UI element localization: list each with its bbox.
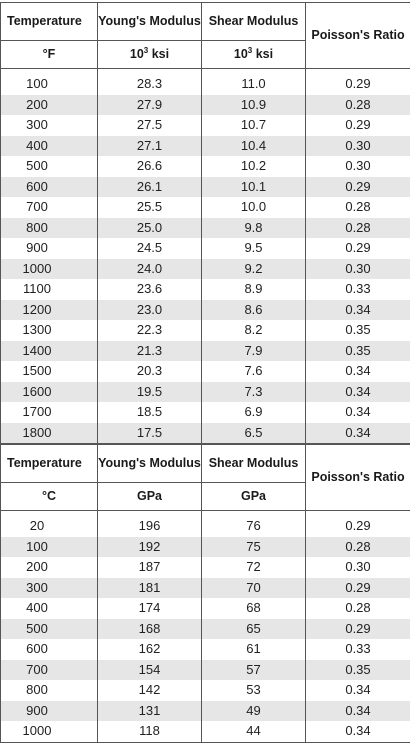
cell-temperature: 300 bbox=[1, 115, 98, 136]
cell-poissons-ratio: 0.28 bbox=[306, 218, 410, 239]
cell-poissons-ratio: 0.29 bbox=[306, 619, 410, 640]
table-row bbox=[1, 701, 410, 722]
cell-youngs-modulus: 27.9 bbox=[98, 95, 202, 116]
cell-temperature: 1700 bbox=[1, 402, 98, 423]
cell-youngs-modulus: 174 bbox=[98, 598, 202, 619]
cell-shear-modulus: 10.7 bbox=[202, 115, 306, 136]
cell-poissons-ratio: 0.30 bbox=[306, 136, 410, 157]
cell-poissons-ratio: 0.28 bbox=[306, 197, 410, 218]
cell-poissons-ratio: 0.29 bbox=[306, 578, 410, 599]
cell-shear-modulus: 75 bbox=[202, 537, 306, 558]
table-row bbox=[1, 320, 410, 341]
cell-poissons-ratio: 0.33 bbox=[306, 279, 410, 300]
table-row bbox=[1, 402, 410, 423]
table-row bbox=[1, 238, 410, 259]
table-row bbox=[1, 619, 410, 640]
cell-shear-modulus: 7.6 bbox=[202, 361, 306, 382]
metric-properties-table bbox=[0, 444, 410, 743]
cell-youngs-modulus: 192 bbox=[98, 537, 202, 558]
cell-poissons-ratio: 0.29 bbox=[306, 115, 410, 136]
cell-temperature: 200 bbox=[1, 95, 98, 116]
cell-temperature: 900 bbox=[1, 701, 98, 722]
cell-shear-modulus: 7.3 bbox=[202, 382, 306, 403]
header-temperature-unit: °F bbox=[1, 41, 98, 69]
cell-youngs-modulus: 17.5 bbox=[98, 423, 202, 444]
cell-shear-modulus: 9.2 bbox=[202, 259, 306, 280]
table-row bbox=[1, 279, 410, 300]
cell-temperature: 200 bbox=[1, 557, 98, 578]
cell-shear-modulus: 53 bbox=[202, 680, 306, 701]
cell-youngs-modulus: 25.0 bbox=[98, 218, 202, 239]
cell-shear-modulus: 9.5 bbox=[202, 238, 306, 259]
cell-temperature: 800 bbox=[1, 218, 98, 239]
cell-poissons-ratio: 0.28 bbox=[306, 537, 410, 558]
cell-temperature: 500 bbox=[1, 156, 98, 177]
table-row bbox=[1, 341, 410, 362]
cell-youngs-modulus: 118 bbox=[98, 721, 202, 742]
cell-temperature: 1800 bbox=[1, 423, 98, 444]
cell-youngs-modulus: 18.5 bbox=[98, 402, 202, 423]
table-row bbox=[1, 557, 410, 578]
cell-shear-modulus: 9.8 bbox=[202, 218, 306, 239]
cell-youngs-modulus: 196 bbox=[98, 516, 202, 537]
cell-poissons-ratio: 0.33 bbox=[306, 639, 410, 660]
cell-temperature: 1600 bbox=[1, 382, 98, 403]
cell-poissons-ratio: 0.34 bbox=[306, 680, 410, 701]
cell-shear-modulus: 10.9 bbox=[202, 95, 306, 116]
table-row bbox=[1, 95, 410, 116]
cell-shear-modulus: 70 bbox=[202, 578, 306, 599]
cell-youngs-modulus: 142 bbox=[98, 680, 202, 701]
cell-youngs-modulus: 168 bbox=[98, 619, 202, 640]
table-row bbox=[1, 639, 410, 660]
table-row bbox=[1, 423, 410, 444]
table-row bbox=[1, 300, 410, 321]
cell-shear-modulus: 72 bbox=[202, 557, 306, 578]
table-row bbox=[1, 516, 410, 537]
cell-poissons-ratio: 0.30 bbox=[306, 259, 410, 280]
cell-poissons-ratio: 0.34 bbox=[306, 402, 410, 423]
cell-poissons-ratio: 0.34 bbox=[306, 382, 410, 403]
cell-shear-modulus: 10.1 bbox=[202, 177, 306, 198]
cell-poissons-ratio: 0.29 bbox=[306, 177, 410, 198]
cell-youngs-modulus: 23.0 bbox=[98, 300, 202, 321]
cell-youngs-modulus: 26.1 bbox=[98, 177, 202, 198]
cell-temperature: 600 bbox=[1, 639, 98, 660]
cell-temperature: 1400 bbox=[1, 341, 98, 362]
cell-poissons-ratio: 0.35 bbox=[306, 341, 410, 362]
header-poissons-ratio: Poisson's Ratio bbox=[306, 445, 410, 511]
cell-shear-modulus: 49 bbox=[202, 701, 306, 722]
cell-temperature: 100 bbox=[1, 537, 98, 558]
cell-shear-modulus: 10.0 bbox=[202, 197, 306, 218]
cell-poissons-ratio: 0.28 bbox=[306, 95, 410, 116]
cell-poissons-ratio: 0.34 bbox=[306, 300, 410, 321]
cell-poissons-ratio: 0.30 bbox=[306, 557, 410, 578]
cell-temperature: 300 bbox=[1, 578, 98, 599]
header-temperature: Temperature bbox=[1, 3, 98, 41]
cell-poissons-ratio: 0.34 bbox=[306, 701, 410, 722]
cell-youngs-modulus: 27.1 bbox=[98, 136, 202, 157]
cell-temperature: 400 bbox=[1, 598, 98, 619]
cell-shear-modulus: 6.5 bbox=[202, 423, 306, 444]
table-row bbox=[1, 361, 410, 382]
cell-poissons-ratio: 0.34 bbox=[306, 423, 410, 444]
table-row bbox=[1, 115, 410, 136]
header-temperature: Temperature bbox=[1, 445, 98, 483]
cell-youngs-modulus: 20.3 bbox=[98, 361, 202, 382]
cell-poissons-ratio: 0.35 bbox=[306, 320, 410, 341]
table-row bbox=[1, 578, 410, 599]
cell-shear-modulus: 10.2 bbox=[202, 156, 306, 177]
cell-youngs-modulus: 24.0 bbox=[98, 259, 202, 280]
cell-temperature: 20 bbox=[1, 516, 98, 537]
header-youngs-modulus: Young's Modulus bbox=[98, 445, 202, 483]
cell-temperature: 500 bbox=[1, 619, 98, 640]
cell-shear-modulus: 57 bbox=[202, 660, 306, 681]
header-shear-modulus: Shear Modulus bbox=[202, 3, 306, 41]
cell-poissons-ratio: 0.29 bbox=[306, 238, 410, 259]
cell-youngs-modulus: 25.5 bbox=[98, 197, 202, 218]
table-row bbox=[1, 136, 410, 157]
imperial-properties-table bbox=[0, 2, 410, 444]
cell-youngs-modulus: 187 bbox=[98, 557, 202, 578]
cell-poissons-ratio: 0.35 bbox=[306, 660, 410, 681]
header-youngs-unit: $10^3$ ksi bbox=[98, 41, 202, 69]
cell-shear-modulus: 44 bbox=[202, 721, 306, 742]
cell-temperature: 600 bbox=[1, 177, 98, 198]
table-row bbox=[1, 156, 410, 177]
table-row bbox=[1, 680, 410, 701]
table-row bbox=[1, 177, 410, 198]
cell-temperature: 400 bbox=[1, 136, 98, 157]
table-row bbox=[1, 721, 410, 742]
cell-temperature: 1300 bbox=[1, 320, 98, 341]
header-youngs-modulus: Young's Modulus bbox=[98, 3, 202, 41]
table-row bbox=[1, 74, 410, 95]
header-youngs-unit: GPa bbox=[98, 483, 202, 511]
table-row bbox=[1, 598, 410, 619]
cell-shear-modulus: 65 bbox=[202, 619, 306, 640]
cell-shear-modulus: 6.9 bbox=[202, 402, 306, 423]
cell-youngs-modulus: 26.6 bbox=[98, 156, 202, 177]
cell-youngs-modulus: 162 bbox=[98, 639, 202, 660]
cell-temperature: 700 bbox=[1, 660, 98, 681]
cell-youngs-modulus: 21.3 bbox=[98, 341, 202, 362]
cell-shear-modulus: 68 bbox=[202, 598, 306, 619]
table-row bbox=[1, 197, 410, 218]
cell-poissons-ratio: 0.30 bbox=[306, 156, 410, 177]
table-row bbox=[1, 259, 410, 280]
cell-shear-modulus: 7.9 bbox=[202, 341, 306, 362]
cell-shear-modulus: 10.4 bbox=[202, 136, 306, 157]
cell-poissons-ratio: 0.34 bbox=[306, 721, 410, 742]
cell-poissons-ratio: 0.29 bbox=[306, 516, 410, 537]
header-shear-modulus: Shear Modulus bbox=[202, 445, 306, 483]
cell-youngs-modulus: 27.5 bbox=[98, 115, 202, 136]
cell-shear-modulus: 76 bbox=[202, 516, 306, 537]
header-poissons-ratio: Poisson's Ratio bbox=[306, 3, 410, 69]
cell-youngs-modulus: 131 bbox=[98, 701, 202, 722]
cell-temperature: 1100 bbox=[1, 279, 98, 300]
header-shear-unit: $10^3$ ksi bbox=[202, 41, 306, 69]
header-shear-unit: GPa bbox=[202, 483, 306, 511]
cell-shear-modulus: 8.2 bbox=[202, 320, 306, 341]
cell-temperature: 100 bbox=[1, 74, 98, 95]
cell-temperature: 900 bbox=[1, 238, 98, 259]
cell-temperature: 800 bbox=[1, 680, 98, 701]
cell-youngs-modulus: 23.6 bbox=[98, 279, 202, 300]
table-row bbox=[1, 537, 410, 558]
cell-shear-modulus: 8.9 bbox=[202, 279, 306, 300]
header-temperature-unit: °C bbox=[1, 483, 98, 511]
table-row bbox=[1, 218, 410, 239]
cell-youngs-modulus: 28.3 bbox=[98, 74, 202, 95]
cell-youngs-modulus: 154 bbox=[98, 660, 202, 681]
cell-temperature: 1000 bbox=[1, 259, 98, 280]
table-row bbox=[1, 382, 410, 403]
cell-temperature: 1500 bbox=[1, 361, 98, 382]
cell-temperature: 1000 bbox=[1, 721, 98, 742]
cell-temperature: 1200 bbox=[1, 300, 98, 321]
cell-poissons-ratio: 0.28 bbox=[306, 598, 410, 619]
cell-shear-modulus: 8.6 bbox=[202, 300, 306, 321]
cell-youngs-modulus: 181 bbox=[98, 578, 202, 599]
table-row bbox=[1, 660, 410, 681]
cell-temperature: 700 bbox=[1, 197, 98, 218]
cell-shear-modulus: 61 bbox=[202, 639, 306, 660]
cell-poissons-ratio: 0.34 bbox=[306, 361, 410, 382]
cell-youngs-modulus: 24.5 bbox=[98, 238, 202, 259]
cell-youngs-modulus: 22.3 bbox=[98, 320, 202, 341]
cell-poissons-ratio: 0.29 bbox=[306, 74, 410, 95]
cell-youngs-modulus: 19.5 bbox=[98, 382, 202, 403]
cell-shear-modulus: 11.0 bbox=[202, 74, 306, 95]
